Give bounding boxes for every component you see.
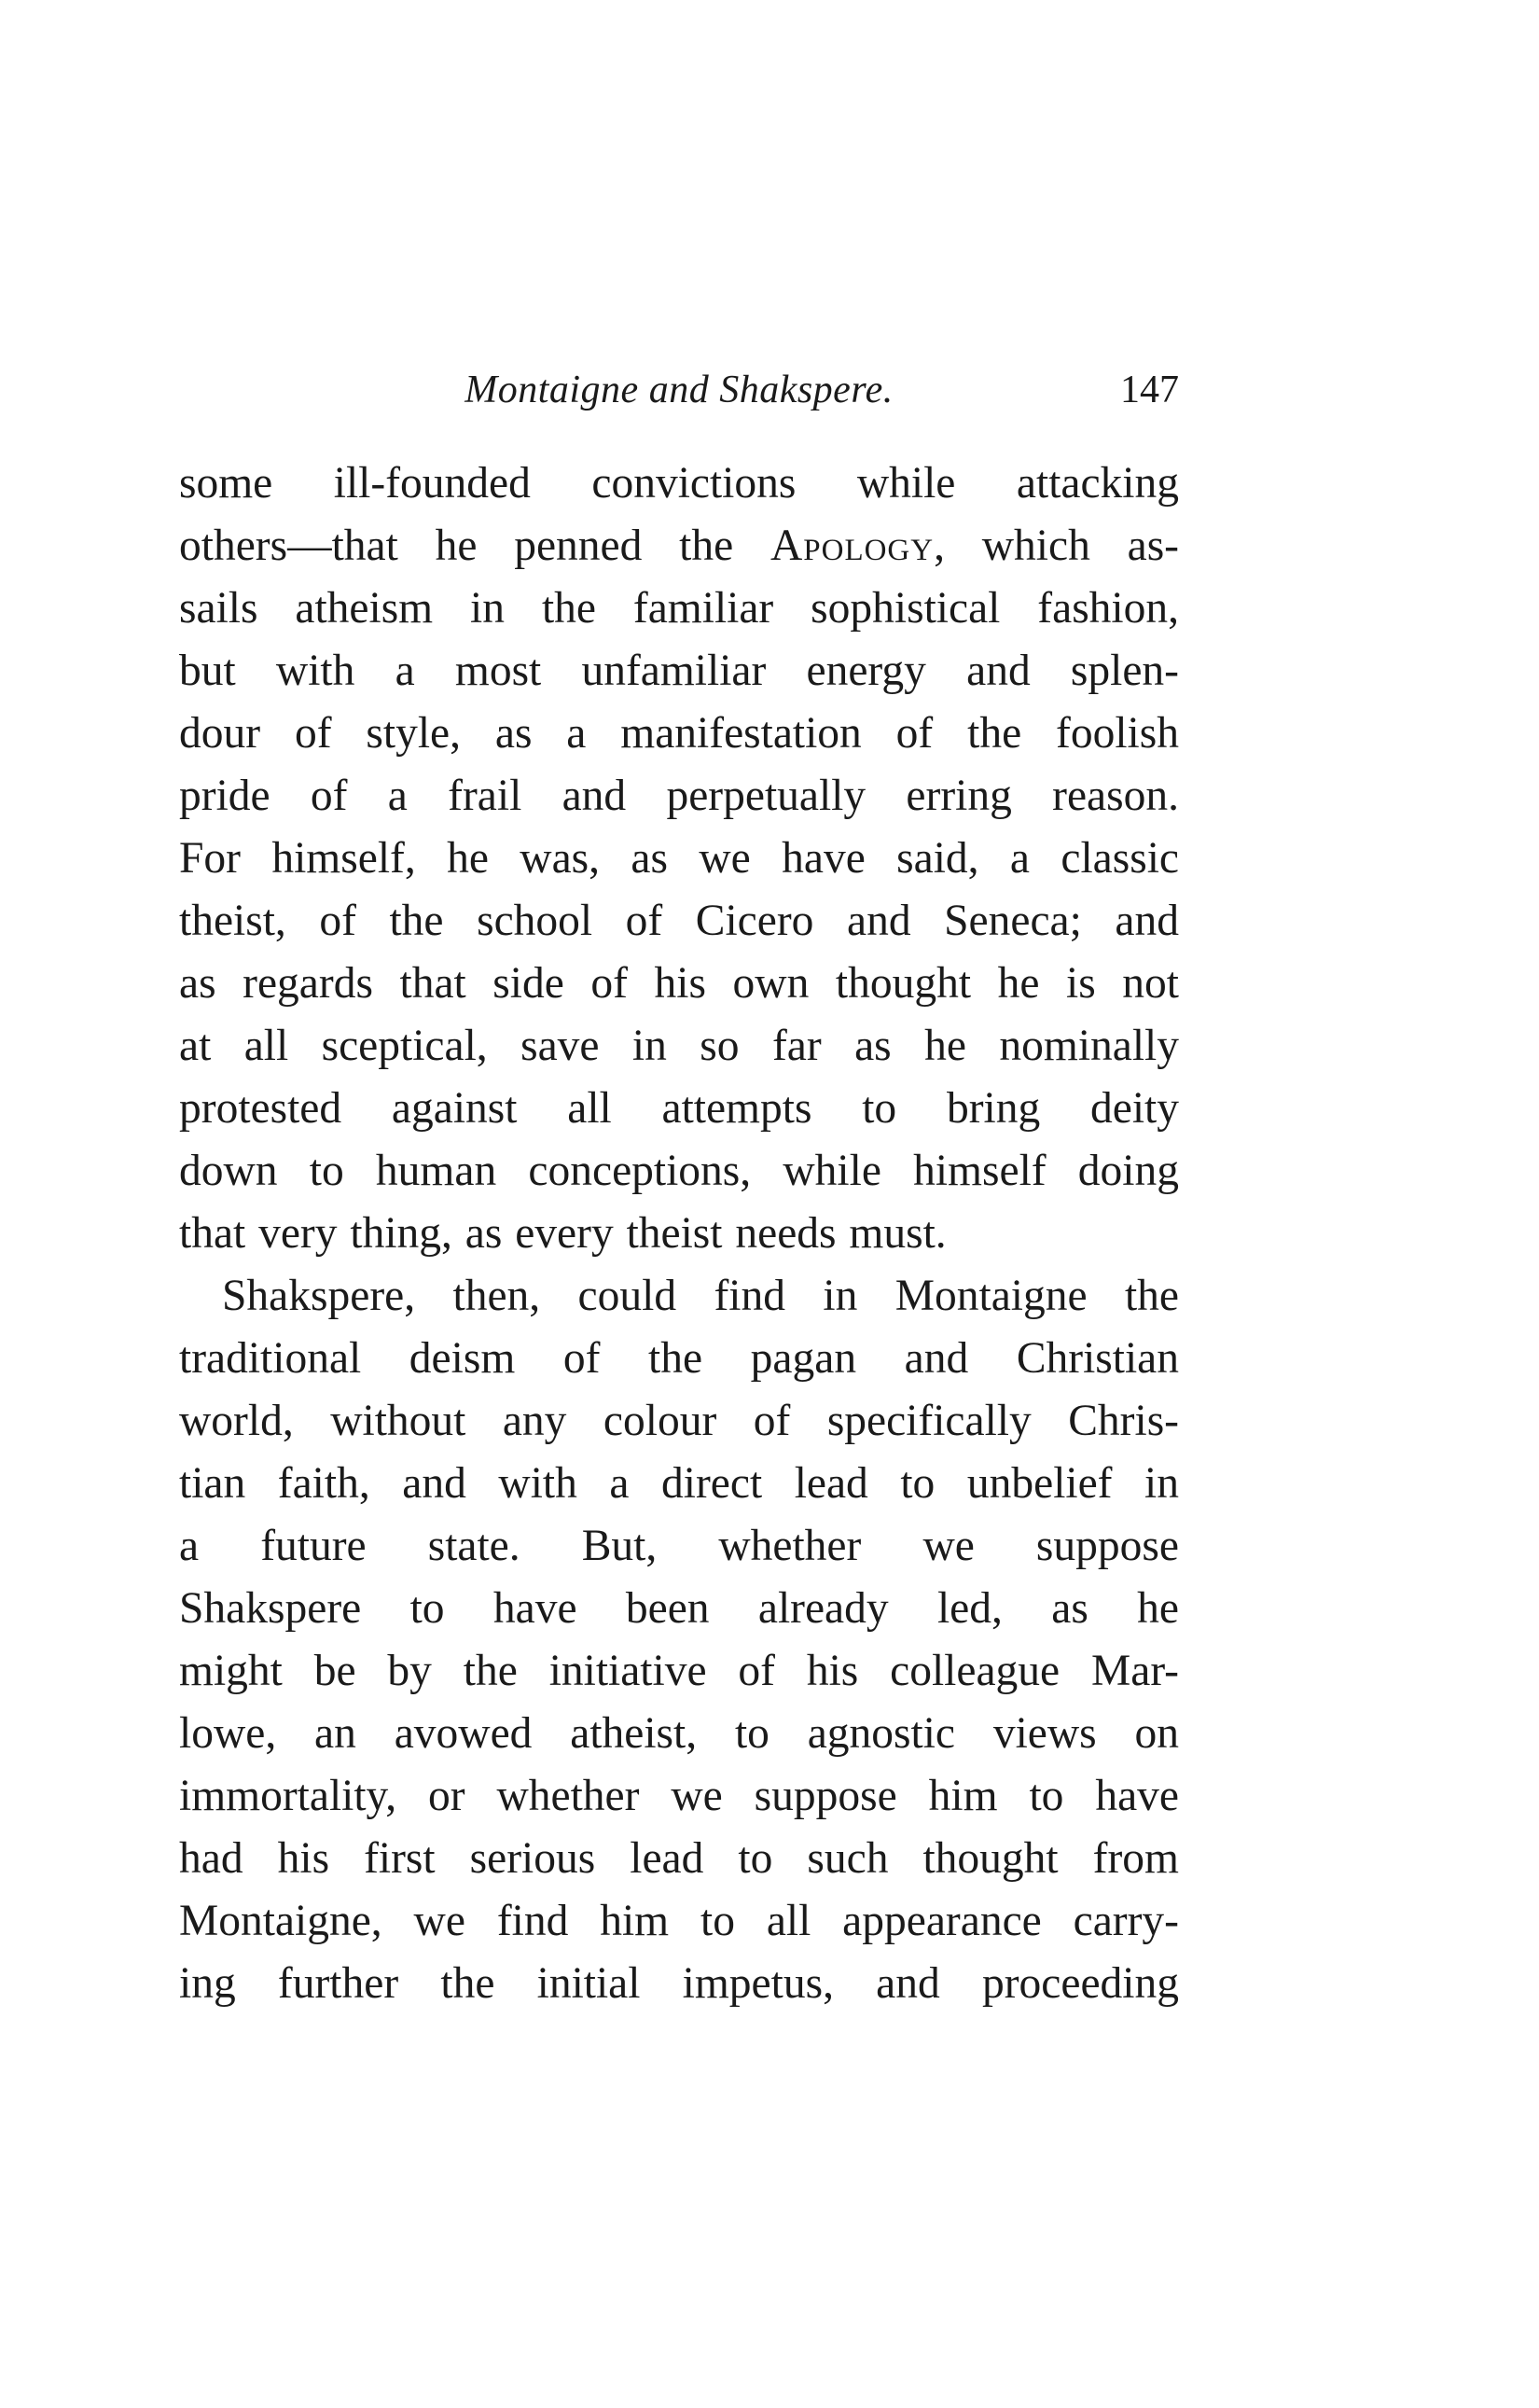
text-line: at all sceptical, save in so far as he nominally bbox=[179, 1022, 1179, 1070]
text-line: down to human conceptions, while himself doing bbox=[179, 1147, 1179, 1195]
text-line: a future state. But, whether we suppose bbox=[179, 1522, 1179, 1570]
text-line: ing further the initial impetus, and proceeding bbox=[179, 1959, 1179, 2008]
text-fragment: , which as- bbox=[934, 522, 1179, 570]
text-line: For himself, he was, as we have said, a classic bbox=[179, 834, 1179, 883]
text-line: pride of a frail and perpetually erring reason. bbox=[179, 772, 1179, 820]
text-line: that very thing, as every theist needs must. bbox=[179, 1209, 947, 1258]
text-line: some ill-founded convictions while attacking bbox=[179, 459, 1179, 508]
text-line: traditional deism of the pagan and Christian bbox=[179, 1334, 1179, 1383]
body-text bbox=[179, 452, 1179, 2015]
text-line-with-title bbox=[179, 515, 1179, 578]
text-line: Montaigne, we find him to all appearance carry- bbox=[179, 1897, 1179, 1945]
text-line: might be by the initiative of his colleague Mar- bbox=[179, 1647, 1179, 1695]
text-line: as regards that side of his own thought he is not bbox=[179, 959, 1179, 1008]
paragraph-2 bbox=[179, 1265, 1179, 2015]
text-line: protested against all attempts to bring deity bbox=[179, 1084, 1179, 1133]
text-line: world, without any colour of specifically Chris- bbox=[179, 1397, 1179, 1445]
text-line: theist, of the school of Cicero and Seneca; and bbox=[179, 897, 1179, 945]
work-title-apology: Apology bbox=[770, 522, 935, 570]
text-line: Shakspere, then, could find in Montaigne the bbox=[222, 1272, 1179, 1320]
page-number: 147 bbox=[1120, 369, 1179, 411]
text-line: had his first serious lead to such thought from bbox=[179, 1834, 1179, 1883]
text-line: immortality, or whether we suppose him to have bbox=[179, 1772, 1179, 1820]
running-head bbox=[179, 362, 1179, 418]
text-fragment: others—that he penned the bbox=[179, 522, 770, 570]
text-line: sails atheism in the familiar sophistical fashion, bbox=[179, 584, 1179, 633]
running-title: Montaigne and Shakspere. bbox=[464, 369, 894, 411]
text-line: tian faith, and with a direct lead to unbelief in bbox=[179, 1459, 1179, 1508]
text-line: lowe, an avowed atheist, to agnostic views on bbox=[179, 1709, 1179, 1758]
text-line: dour of style, as a manifestation of the foolish bbox=[179, 709, 1179, 758]
text-line: Shakspere to have been already led, as he bbox=[179, 1584, 1179, 1633]
paragraph-1 bbox=[179, 452, 1179, 1265]
text-line: but with a most unfamiliar energy and splen- bbox=[179, 647, 1179, 695]
